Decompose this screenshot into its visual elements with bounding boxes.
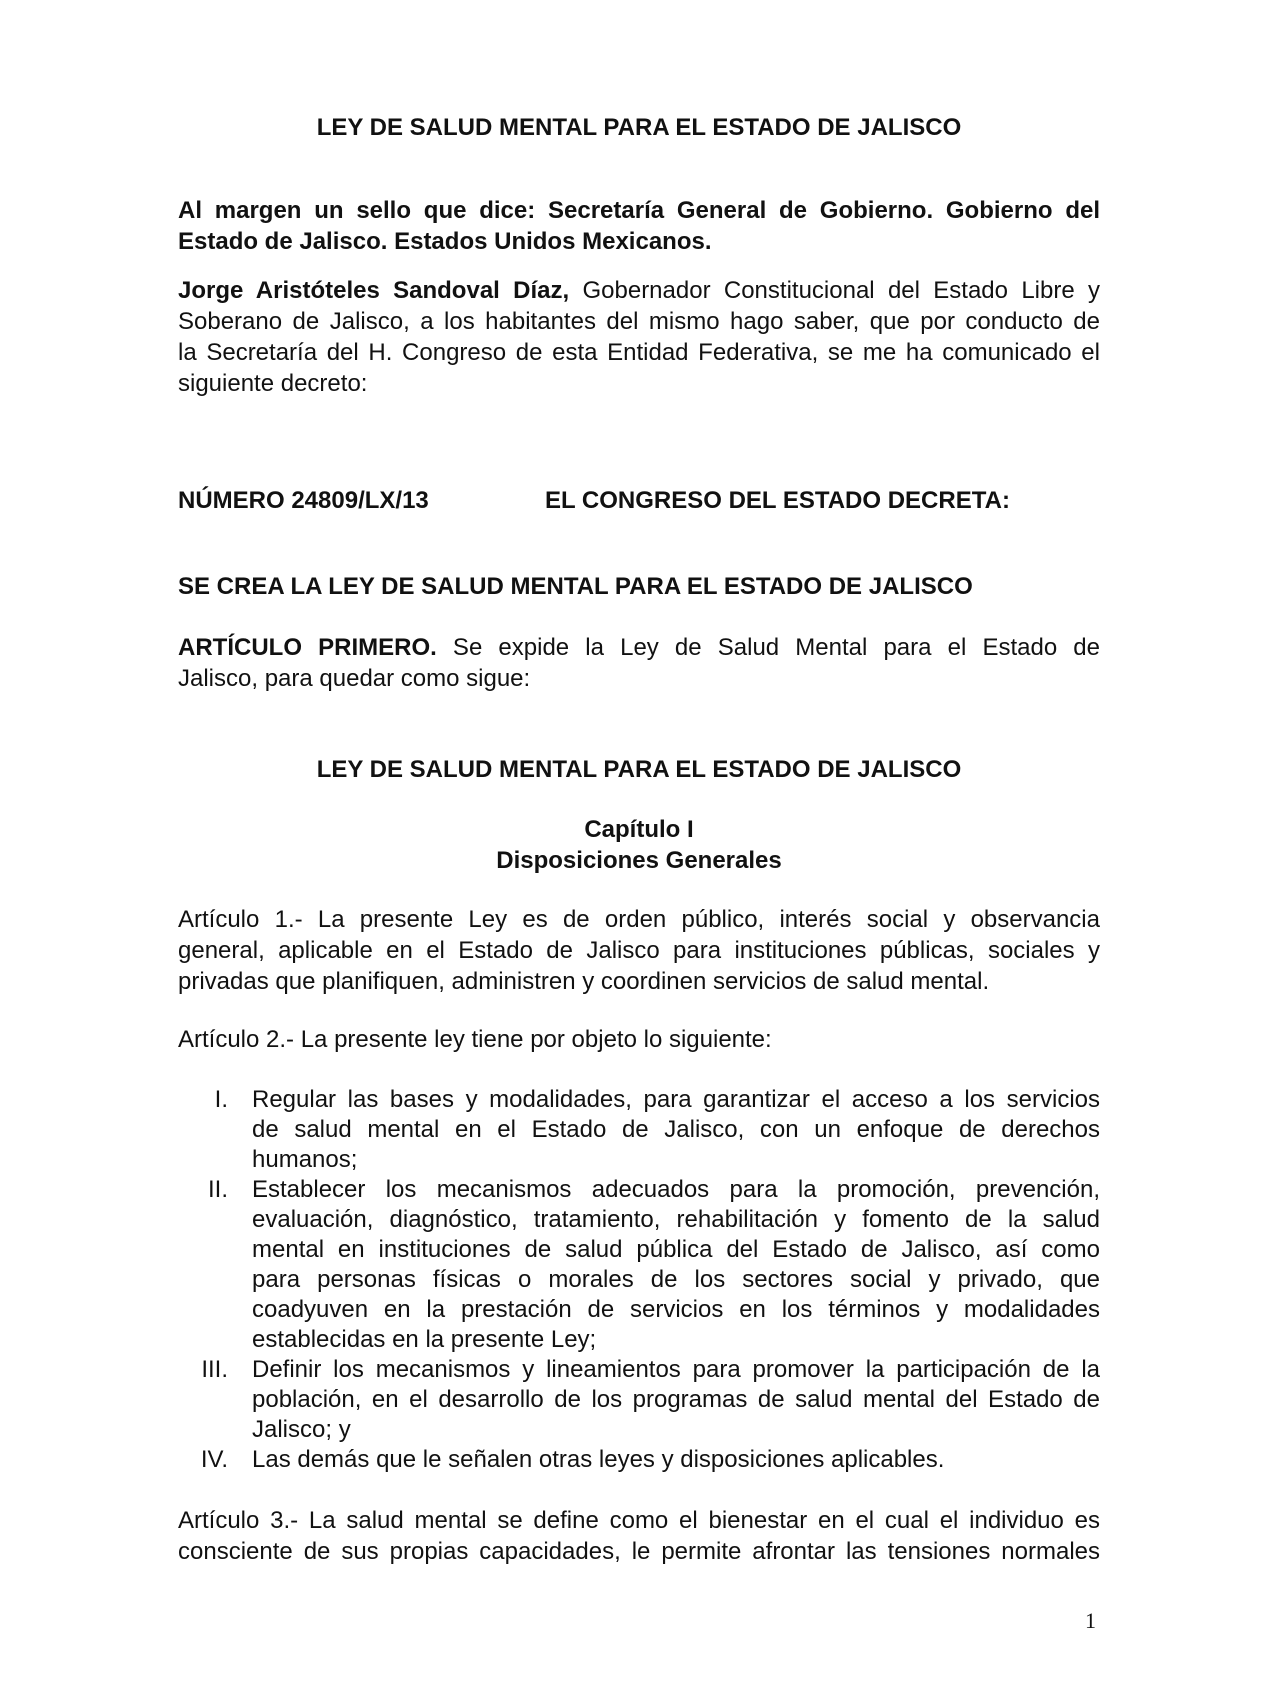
article-primero bbox=[178, 632, 1100, 694]
item-line: Regular las bases y modalidades, para garantizar el acceso a los servicios bbox=[252, 1086, 1100, 1113]
seal-line: Al margen un sello que dice: Secretaría General de Gobierno. Gobierno del bbox=[178, 197, 1100, 224]
item-text bbox=[252, 1175, 1100, 1355]
item-line: evaluación, diagnóstico, tratamiento, rehabilitación y fomento de la salud bbox=[252, 1206, 1100, 1233]
governor-line-text: Gobernador Constitucional del Estado Libre y bbox=[569, 277, 1100, 304]
item-line: Definir los mecanismos y lineamientos para promover la participación de la bbox=[252, 1356, 1100, 1383]
article-3-line: Artículo 3.- La salud mental se define como el bienestar en el cual el individuo es bbox=[178, 1507, 1100, 1534]
item-number: I. bbox=[214, 1086, 228, 1113]
item-number: III. bbox=[201, 1356, 228, 1383]
item-line: mental en instituciones de salud pública del Estado de Jalisco, así como bbox=[252, 1236, 1100, 1263]
item-line: Establecer los mecanismos adecuados para la promoción, prevención, bbox=[252, 1176, 1100, 1203]
article-1 bbox=[178, 904, 1100, 997]
governor-paragraph bbox=[178, 275, 1100, 399]
document-heading: LEY DE SALUD MENTAL PARA EL ESTADO DE JALISCO bbox=[316, 114, 962, 141]
article-3 bbox=[178, 1505, 1100, 1567]
item-line: Jalisco; y bbox=[252, 1416, 351, 1443]
chapter-title: Disposiciones Generales bbox=[496, 847, 782, 874]
governor-line: siguiente decreto: bbox=[178, 370, 368, 397]
item-line: humanos; bbox=[252, 1146, 358, 1173]
article-1-line: general, aplicable en el Estado de Jalisco para instituciones públicas, sociales y bbox=[178, 937, 1100, 964]
decree-statement: EL CONGRESO DEL ESTADO DECRETA: bbox=[545, 487, 1010, 514]
item-text bbox=[252, 1445, 1100, 1475]
chapter-number: Capítulo I bbox=[584, 816, 694, 843]
item-text bbox=[252, 1085, 1100, 1175]
article-primero-line-text: Se expide la Ley de Salud Mental para el Estado de bbox=[436, 634, 1100, 661]
seal-paragraph bbox=[178, 195, 1100, 257]
article-2-intro: Artículo 2.- La presente ley tiene por objeto lo siguiente: bbox=[178, 1026, 772, 1053]
item-line: para personas físicas o morales de los sectores social y privado, que bbox=[252, 1266, 1100, 1293]
item-line: de salud mental en el Estado de Jalisco, con un enfoque de derechos bbox=[252, 1116, 1100, 1143]
item-line: establecidas en la presente Ley; bbox=[252, 1326, 597, 1353]
governor-line: Soberano de Jalisco, a los habitantes del mismo hago saber, que por conducto de bbox=[178, 308, 1100, 335]
item-line: Las demás que le señalen otras leyes y disposiciones aplicables. bbox=[252, 1446, 945, 1473]
article-3-line: consciente de sus propias capacidades, le permite afrontar las tensiones normales bbox=[178, 1538, 1100, 1565]
article-1-line: Artículo 1.- La presente Ley es de orden público, interés social y observancia bbox=[178, 906, 1100, 933]
item-number: IV. bbox=[200, 1446, 228, 1473]
article-1-line: privadas que planifiquen, administren y coordinen servicios de salud mental. bbox=[178, 968, 990, 995]
governor-name: Jorge Aristóteles Sandoval Díaz, bbox=[178, 277, 570, 304]
item-line: coadyuven en la prestación de servicios en los términos y modalidades bbox=[252, 1296, 1100, 1323]
seal-line: Estado de Jalisco. Estados Unidos Mexicanos. bbox=[178, 228, 712, 255]
law-title: LEY DE SALUD MENTAL PARA EL ESTADO DE JALISCO bbox=[316, 756, 962, 783]
article-primero-line: Jalisco, para quedar como sigue: bbox=[178, 665, 531, 692]
item-text bbox=[252, 1355, 1100, 1445]
governor-line bbox=[178, 275, 1100, 306]
creation-heading: SE CREA LA LEY DE SALUD MENTAL PARA EL ESTADO DE JALISCO bbox=[178, 573, 973, 600]
governor-line: la Secretaría del H. Congreso de esta Entidad Federativa, se me ha comunicado el bbox=[178, 339, 1100, 366]
article-primero-label: ARTÍCULO PRIMERO. bbox=[178, 634, 437, 661]
page-number: 1 bbox=[1085, 1608, 1096, 1633]
article-primero-line bbox=[178, 632, 1100, 663]
item-number: II. bbox=[207, 1176, 228, 1203]
decree-number: NÚMERO 24809/LX/13 bbox=[178, 487, 429, 514]
item-line: población, en el desarrollo de los programas de salud mental del Estado de bbox=[252, 1386, 1100, 1413]
